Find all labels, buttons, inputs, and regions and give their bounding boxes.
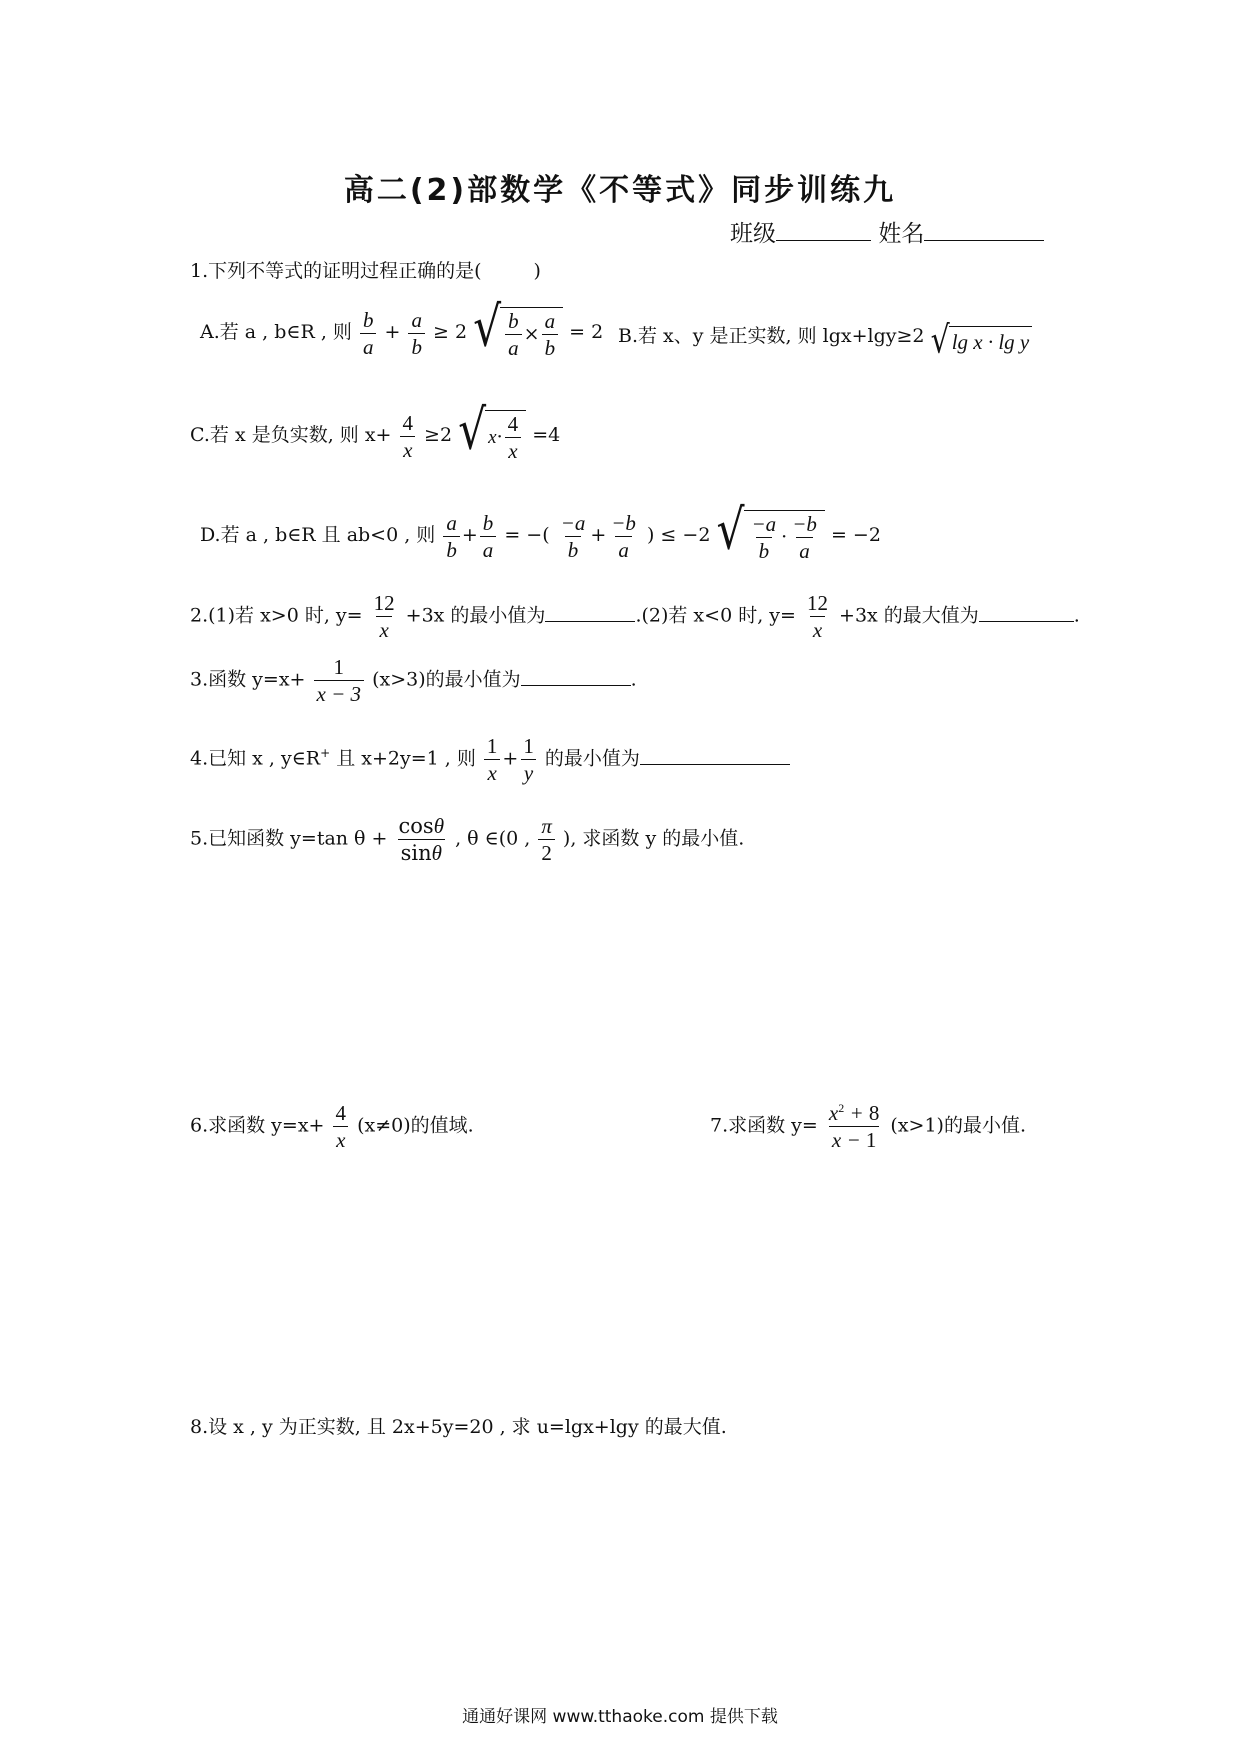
- radical-b: √ lg x · lg y: [931, 326, 1033, 356]
- class-label: 班级: [730, 221, 776, 247]
- class-name-line: [730, 215, 1044, 248]
- radical-d: √ $\frac{-a}{b}$ · $\frac{-b}{a}$: [716, 510, 824, 562]
- class-blank[interactable]: [776, 239, 871, 241]
- answer-blank-4[interactable]: [640, 763, 790, 765]
- question-1-stem: 1.下列不等式的证明过程正确的是( ): [190, 260, 541, 282]
- question-6: 6.求函数 y=x+ $\frac{4}{x}$ (x≠0)的值域.: [190, 1101, 474, 1153]
- answer-blank-3[interactable]: [521, 684, 631, 686]
- name-blank[interactable]: [924, 239, 1044, 241]
- question-8: 8.设 x , y 为正实数, 且 2x+5y=20 , 求 u=lgx+lgy 的最大值.: [190, 1416, 727, 1438]
- question-1-option-d: D.若 a , b∈R 且 ab<0 , 则 $\frac{a}{b}$ + $\frac{b}{a}$ = −( $\frac{-a}{b}$ + $\frac{-b}{a}$ ) ≤ −2 √ $\frac{-a}{b}$ · $\frac{-b}{a}$ = −2: [200, 498, 881, 564]
- radical-c: √ x · $\frac{4}{x}$: [458, 410, 526, 462]
- question-7: 7.求函数 y= $\frac{x^2 + 8}{x - 1}$ (x>1)的最小值.: [710, 1101, 1027, 1153]
- answer-blank-2-1[interactable]: [545, 620, 635, 622]
- question-3: 3.函数 y=x+ $\frac{1}{x - 3}$ (x>3)的最小值为 .: [190, 655, 637, 707]
- answer-blank-2-2[interactable]: [979, 620, 1074, 622]
- fraction-b-over-a: $\frac{b}{a}$: [360, 309, 377, 358]
- fraction-4-over-x: $\frac{4}{x}$: [400, 412, 417, 461]
- question-1-option-c: C.若 x 是负实数, 则 x+ $\frac{4}{x}$ ≥2 √ x · $\frac{4}{x}$ =4: [190, 398, 561, 464]
- question-5: 5.已知函数 y=tan θ + $\frac{\cos\theta}{\sin\theta}$ , θ ∈(0 , $\frac{\pi}{2}$ ), 求函数 y 的最小值.: [190, 814, 745, 866]
- question-2: 2.(1)若 x>0 时, y= $\frac{12}{x}$ +3x 的最小值为 .(2)若 x<0 时, y= $\frac{12}{x}$ +3x 的最大值为 .: [190, 591, 1080, 643]
- question-1-option-a: A.若 a , b∈R , 则 $\frac{b}{a}$ + $\frac{a}{b}$ ≥ 2 √ $\frac{b}{a}$ × $\frac{a}{b}$ = 2: [200, 295, 604, 361]
- radical-a: √ $\frac{b}{a}$ × $\frac{a}{b}$: [473, 307, 563, 359]
- question-1-option-b: B.若 x、y 是正实数, 则 lgx+lgy≥2 √ lg x · lg y: [618, 326, 1032, 356]
- name-label: 姓名: [878, 221, 925, 247]
- page-title: 高二(2)部数学《不等式》同步训练九: [343, 173, 897, 208]
- fraction-a-over-b: $\frac{a}{b}$: [408, 309, 425, 358]
- footer-credit: 通通好课网 www.tthaoke.com 提供下载: [462, 1707, 778, 1727]
- question-4: 4.已知 x , y∈R+ 且 x+2y=1 , 则 $\frac{1}{x}$ + $\frac{1}{y}$ 的最小值为: [190, 735, 790, 784]
